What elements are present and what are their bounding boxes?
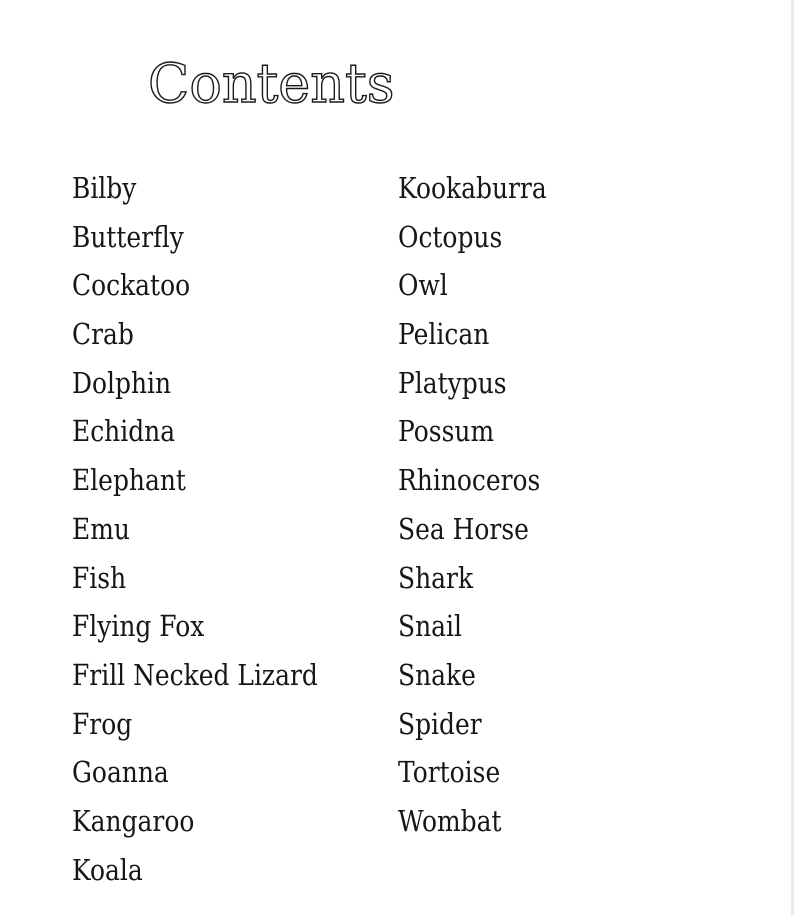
contents-entry-octopus: Octopus [398, 219, 503, 254]
contents-entry-snake: Snake [398, 657, 476, 692]
contents-entry-rhinoceros: Rhinoceros [398, 463, 541, 498]
contents-entry-crab: Crab [72, 317, 134, 352]
contents-entry-goanna: Goanna [72, 755, 169, 790]
contents-entry-fish: Fish [72, 560, 127, 595]
contents-entry-frog: Frog [72, 706, 133, 741]
contents-entry-cockatoo: Cockatoo [72, 268, 191, 303]
contents-entry-kookaburra: Kookaburra [398, 171, 547, 205]
contents-list-right [398, 164, 571, 846]
contents-entry-spider: Spider [398, 706, 482, 741]
contents-entry-butterfly: Butterfly [72, 219, 184, 254]
contents-list-left [72, 164, 358, 894]
contents-entry-possum: Possum [398, 414, 495, 449]
contents-entry-pelican: Pelican [398, 317, 490, 352]
contents-entry-bilby: Bilby [72, 171, 137, 205]
page-title: Contents [148, 52, 395, 115]
contents-entry-owl: Owl [398, 268, 448, 303]
contents-entry-koala: Koala [72, 852, 143, 887]
contents-entry-emu: Emu [72, 511, 130, 546]
contents-entry-wombat: Wombat [398, 803, 502, 838]
contents-entry-flying-fox: Flying Fox [72, 609, 205, 644]
contents-entry-kangaroo: Kangaroo [72, 803, 195, 838]
contents-entry-frill-necked-lizard: Frill Necked Lizard [72, 657, 318, 692]
contents-entry-echidna: Echidna [72, 414, 176, 449]
contents-entry-elephant: Elephant [72, 463, 186, 498]
contents-entry-shark: Shark [398, 560, 474, 595]
contents-entry-dolphin: Dolphin [72, 365, 172, 400]
contents-entry-platypus: Platypus [398, 365, 507, 400]
contents-entry-sea-horse: Sea Horse [398, 511, 529, 546]
contents-entry-tortoise: Tortoise [398, 755, 501, 790]
contents-entry-snail: Snail [398, 609, 462, 644]
